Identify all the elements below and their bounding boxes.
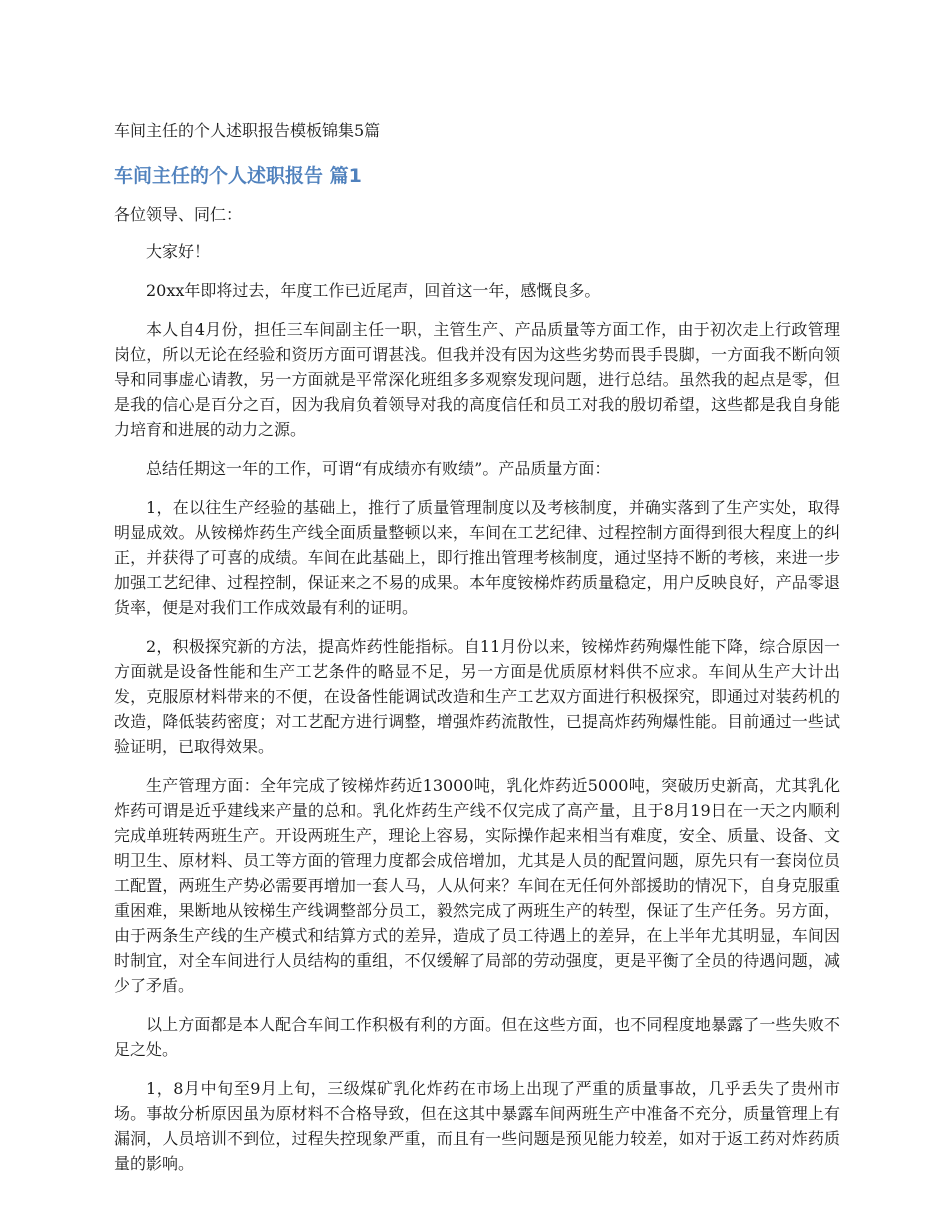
section-heading: 车间主任的个人述职报告 篇1 [114,165,362,187]
document-page [114,118,840,1190]
paragraph-quality-2: 2，积极探究新的方法，提高炸药性能指标。自11月份以来，铵梯炸药殉爆性能下降，综合原因一方面就是设备性能和生产工艺条件的略显不足，另一方面是优质原材料供不应求。车间从生产大计出发，克服原材料带来的不便，在设备性能调试改造和生产工艺双方面进行积极探究，即通过对装药机的改造，降低装药密度；对工艺配方进行调整，增强炸药流散性，已提高炸药殉爆性能。目前通过一些试验证明，已取得效果。 [114,637,840,756]
paragraph-background: 本人自4月份，担任三车间副主任一职，主管生产、产品质量等方面工作，由于初次走上行政管理岗位，所以无论在经验和资历方面可谓甚浅。但我并没有因为这些劣势而畏手畏脚，一方面我不断向领导和同事虚心请教，另一方面就是平常深化班组多多观察发现问题，进行总结。虽然我的起点是零，但是我的信心是百分之百，因为我肩负着领导对我的高度信任和员工对我的殷切希望，这些都是我自身能力培育和进展的动力之源。 [114,320,840,439]
paragraph-shortcomings: 以上方面都是本人配合车间工作积极有利的方面。但在这些方面，也不同程度地暴露了一些失败不足之处。 [114,1015,840,1059]
document-title: 车间主任的个人述职报告模板锦集5篇 [114,121,381,140]
paragraph-incident: 1，8月中旬至9月上旬，三级煤矿乳化炸药在市场上出现了严重的质量事故，几乎丢失了贵州市场。事故分析原因虽为原材料不合格导致，但在这其中暴露车间两班生产中准备不充分，质量管理上有漏洞，人员培训不到位，过程失控现象严重，而且有一些问题是预见能力较差，如对于返工药对炸药质量的影响。 [114,1079,840,1173]
paragraph-intro: 20xx年即将过去，年度工作已近尾声，回首这一年，感慨良多。 [146,281,601,300]
salutation: 各位领导、同仁： [114,205,243,224]
paragraph-greeting: 大家好！ [146,242,211,261]
paragraph-summary: 总结任期这一年的工作，可谓“有成绩亦有败绩”。产品质量方面： [146,459,611,478]
paragraph-production: 生产管理方面：全年完成了铵梯炸药近13000吨，乳化炸药近5000吨，突破历史新高，尤其乳化炸药可谓是近乎建线来产量的总和。乳化炸药生产线不仅完成了高产量，且于8月19日在一天之内顺利完成单班转两班生产。开设两班生产，理论上容易，实际操作起来相当有难度，安全、质量、设备、文明卫生、原材料、员工等方面的管理力度都会成倍增加，尤其是人员的配置问题，原先只有一套岗位员工配置，两班生产势必需要再增加一套人马，人从何来？车间在无任何外部援助的情况下，自身克服重重困难，果断地从铵梯生产线调整部分员工，毅然完成了两班生产的转型，保证了生产任务。另方面，由于两条生产线的生产模式和结算方式的差异，造成了员工待遇上的差异，在上半年尤其明显，车间因时制宜，对全车间进行人员结构的重组，不仅缓解了局部的劳动强度，更是平衡了全员的待遇问题，减少了矛盾。 [114,776,840,995]
paragraph-quality-1: 1，在以往生产经验的基础上，推行了质量管理制度以及考核制度，并确实落到了生产实处，取得明显成效。从铵梯炸药生产线全面质量整顿以来，车间在工艺纪律、过程控制方面得到很大程度上的纠正，并获得了可喜的成绩。车间在此基础上，即行推出管理考核制度，通过坚持不断的考核，来进一步加强工艺纪律、过程控制，保证来之不易的成果。本年度铵梯炸药质量稳定，用户反映良好，产品零退货率，便是对我们工作成效最有利的证明。 [114,498,840,617]
